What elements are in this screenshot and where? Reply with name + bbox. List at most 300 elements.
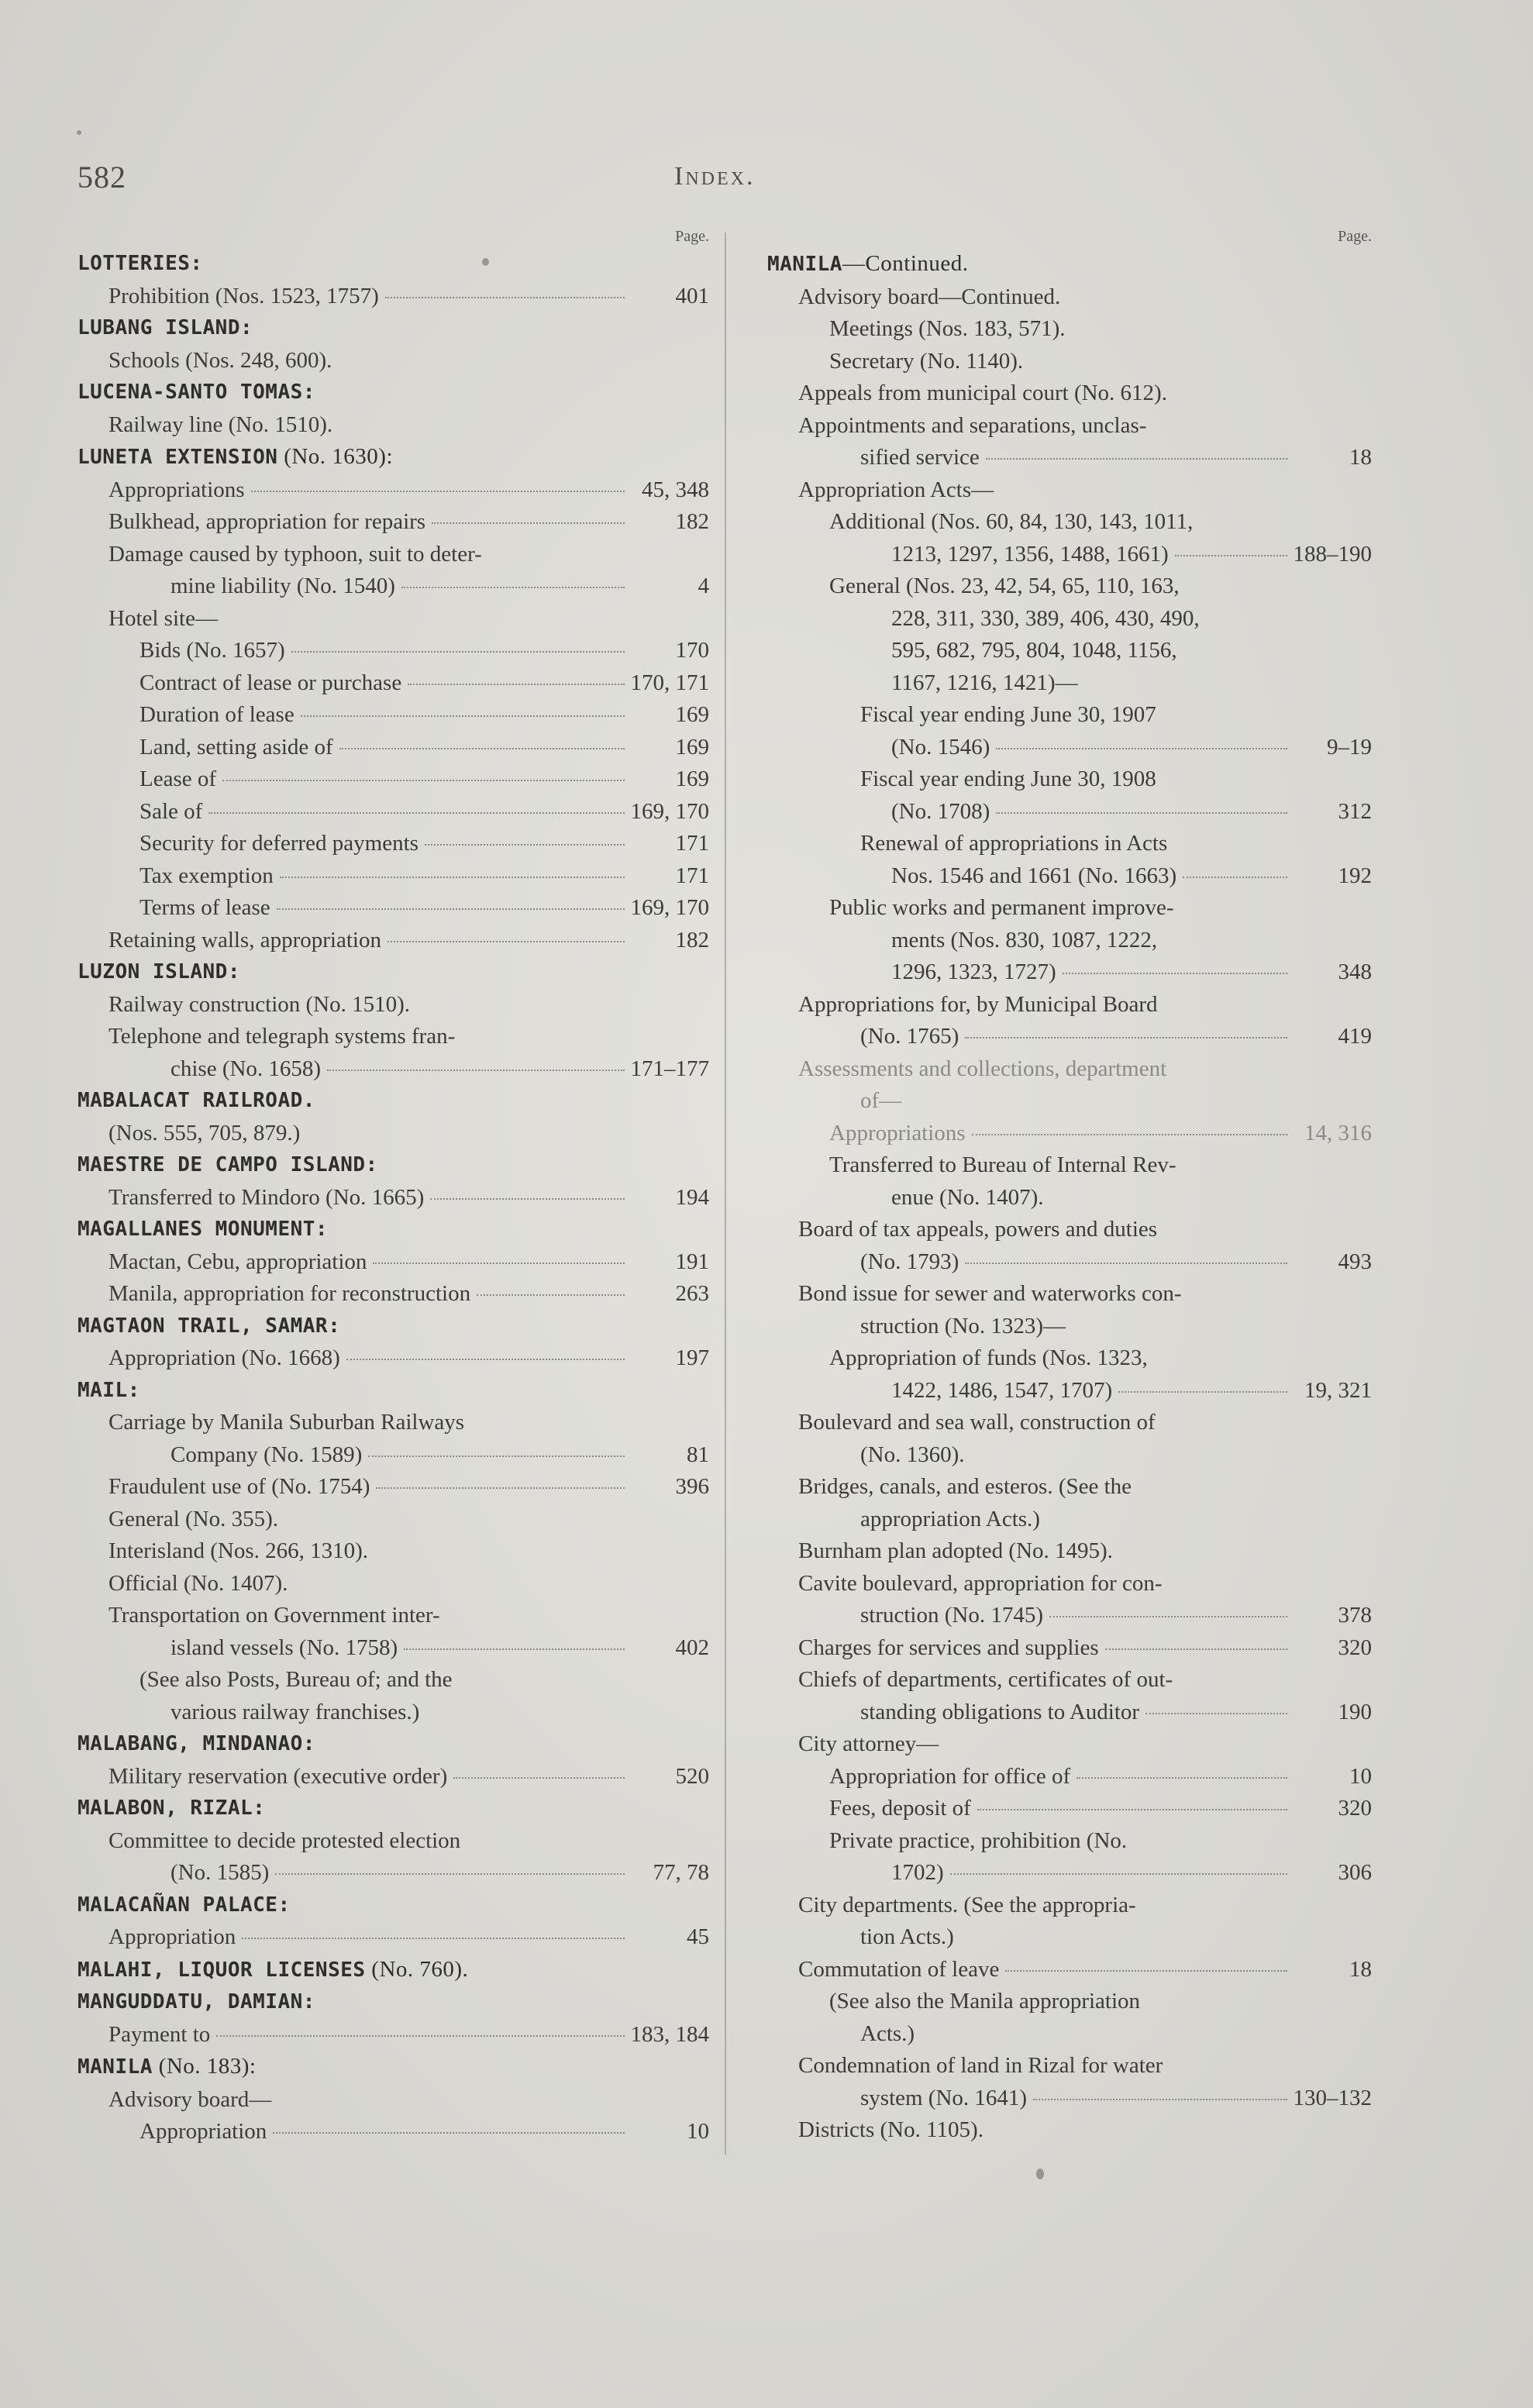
entry-text: Duration of lease — [140, 702, 295, 727]
entry-text: Appointments and separations, unclas- — [798, 412, 1147, 438]
index-entry — [78, 1921, 709, 1954]
index-entry — [767, 1921, 1372, 1954]
index-entry — [78, 2116, 709, 2148]
page-number: 582 — [78, 160, 126, 195]
index-entry — [767, 1246, 1372, 1279]
page-reference: 170 — [675, 638, 709, 663]
entry-text: LUBANG ISLAND: — [78, 316, 253, 339]
entry-text: Appropriations for, by Municipal Board — [798, 991, 1158, 1017]
entry-text: MALABON, RIZAL: — [78, 1797, 266, 1820]
entry-text: (No. 1360). — [860, 1442, 965, 1467]
entry-text: MABALACAT RAILROAD. — [78, 1089, 315, 1112]
index-heading — [78, 1890, 709, 1922]
entry-text: MALAHI, LIQUOR LICENSES — [78, 1958, 366, 1982]
entry-text: 1296, 1323, 1727) — [891, 959, 1056, 984]
entry-text: Acts.) — [860, 2020, 915, 2046]
index-entry — [78, 732, 709, 764]
index-entry — [78, 1471, 709, 1504]
entry-suffix: (No. 760). — [365, 1956, 469, 1982]
entry-text: MAIL: — [78, 1378, 140, 1402]
index-entry — [767, 2114, 1372, 2147]
index-entry — [767, 796, 1372, 829]
entry-text: appropriation Acts.) — [860, 1506, 1040, 1531]
entry-text: Lease of — [140, 766, 217, 791]
entry-text: island vessels (No. 1758) — [171, 1635, 398, 1660]
index-entry — [767, 1600, 1372, 1632]
entry-text: Damage caused by typhoon, suit to deter- — [109, 541, 482, 567]
leader-dots — [277, 908, 625, 910]
page-reference: 520 — [675, 1763, 709, 1789]
right-column — [767, 225, 1372, 2147]
page-reference: 419 — [1338, 1024, 1372, 1049]
entry-text: Hotel site— — [109, 605, 218, 631]
entry-text: Bridges, canals, and esteros. (See the — [798, 1474, 1132, 1499]
leader-dots — [208, 812, 625, 814]
index-entry — [767, 763, 1372, 796]
entry-text: Fiscal year ending June 30, 1907 — [860, 702, 1156, 727]
leader-dots — [1063, 973, 1287, 974]
index-entry — [767, 1793, 1372, 1825]
page-reference: 170, 171 — [630, 670, 709, 695]
leader-dots — [477, 1294, 625, 1296]
index-entry — [78, 1761, 709, 1793]
page-reference: 182 — [675, 927, 709, 953]
entry-text: 1422, 1486, 1547, 1707) — [891, 1377, 1113, 1403]
index-entry — [767, 925, 1372, 957]
entry-text: mine liability (No. 1540) — [171, 574, 395, 598]
leader-dots — [339, 748, 625, 749]
page-reference: 169 — [675, 702, 709, 727]
scan-speck — [77, 130, 81, 135]
entry-text: Assessments and collections, department — [798, 1056, 1167, 1081]
entry-text: Public works and permanent improve- — [829, 895, 1174, 920]
column-divider — [725, 233, 726, 2155]
entry-text: MANILA — [767, 253, 842, 276]
entry-text: Appropriation — [140, 2119, 267, 2144]
index-entry — [78, 1504, 709, 1536]
entry-text: of— — [860, 1088, 902, 1113]
leader-dots — [432, 522, 625, 524]
page-reference: 320 — [1338, 1635, 1372, 1660]
entry-text: 1213, 1297, 1356, 1488, 1661) — [891, 541, 1169, 567]
index-heading — [78, 2051, 709, 2084]
entry-text: Military reservation (executive order) — [109, 1763, 448, 1789]
entry-text: 228, 311, 330, 389, 406, 430, 490, — [891, 605, 1200, 631]
index-entry — [767, 1535, 1372, 1568]
index-entry — [767, 570, 1372, 603]
entry-text: Bond issue for sewer and waterworks con- — [798, 1281, 1182, 1306]
page-reference: 401 — [675, 283, 709, 308]
index-entry — [767, 1439, 1372, 1472]
index-entry — [767, 1182, 1372, 1214]
entry-text: MALABANG, MINDANAO: — [78, 1732, 315, 1755]
entry-text: Cavite boulevard, appropriation for con- — [798, 1570, 1163, 1596]
leader-dots — [996, 748, 1287, 749]
entry-text: Transferred to Mindoro (No. 1665) — [109, 1184, 425, 1210]
leader-dots — [280, 877, 625, 878]
page-reference: 171 — [675, 863, 709, 888]
page-reference: 18 — [1349, 445, 1372, 470]
index-entry — [767, 313, 1372, 346]
index-entry — [78, 699, 709, 732]
index-heading — [78, 1311, 709, 1343]
entry-text: MAGTAON TRAIL, SAMAR: — [78, 1314, 341, 1338]
leader-dots — [453, 1777, 625, 1779]
page-reference: 191 — [675, 1249, 709, 1274]
entry-text: Sale of — [140, 798, 203, 824]
index-entry — [78, 796, 709, 829]
index-entries-right — [767, 248, 1372, 2147]
index-entry — [78, 345, 709, 377]
index-entry — [767, 1504, 1372, 1536]
entry-text: Manila, appropriation for reconstruction — [109, 1281, 471, 1306]
leader-dots — [385, 297, 625, 298]
index-entry — [767, 1214, 1372, 1246]
entry-text: Carriage by Manila Suburban Railways — [109, 1410, 465, 1435]
leader-dots — [401, 587, 625, 588]
index-entry — [78, 474, 709, 507]
leader-dots — [327, 1070, 625, 1071]
index-entry — [767, 1149, 1372, 1182]
index-entry — [78, 1342, 709, 1375]
entry-text: General (Nos. 23, 42, 54, 65, 110, 163, — [829, 574, 1180, 598]
page-reference: 190 — [1338, 1699, 1372, 1724]
leader-dots — [242, 1938, 625, 1939]
index-entry — [767, 699, 1372, 732]
index-entry — [767, 1825, 1372, 1858]
index-entry — [767, 956, 1372, 989]
page-column-label: Page. — [675, 228, 709, 245]
page-reference: 320 — [1338, 1796, 1372, 1821]
entry-text: Schools (Nos. 248, 600). — [109, 347, 332, 373]
leader-dots — [216, 2035, 625, 2037]
index-entry — [78, 506, 709, 539]
index-entry — [767, 1471, 1372, 1504]
leader-dots — [1175, 555, 1287, 556]
index-entry — [78, 892, 709, 925]
index-entry — [767, 346, 1372, 378]
index-entry — [78, 539, 709, 571]
index-entry — [78, 925, 709, 957]
entry-text: (No. 1708) — [891, 798, 990, 824]
index-entry — [78, 1697, 709, 1729]
leader-dots — [388, 941, 625, 942]
page-reference: 183, 184 — [630, 2021, 709, 2047]
entry-text: Commutation of leave — [798, 1956, 1000, 1982]
entry-text: Secretary (No. 1140). — [829, 348, 1024, 374]
page-reference: 192 — [1338, 863, 1372, 888]
entry-text: Districts (No. 1105). — [798, 2117, 984, 2142]
index-heading — [78, 1149, 709, 1182]
index-entry — [767, 410, 1372, 443]
leader-dots — [977, 1809, 1287, 1810]
entry-text: Bulkhead, appropriation for repairs — [109, 509, 426, 534]
index-entries-left — [78, 248, 709, 2148]
entry-text: LUNETA EXTENSION — [78, 446, 278, 469]
index-entry — [767, 603, 1372, 636]
page-reference: 197 — [675, 1345, 709, 1370]
leader-dots — [404, 1648, 625, 1650]
entry-text: Transferred to Bureau of Internal Rev- — [829, 1152, 1176, 1177]
page-reference: 188–190 — [1293, 541, 1372, 567]
index-entry — [78, 1568, 709, 1600]
index-entry — [78, 603, 709, 636]
entry-text: Fees, deposit of — [829, 1796, 971, 1821]
entry-text: Contract of lease or purchase — [140, 670, 402, 695]
index-entry — [78, 1439, 709, 1472]
entry-text: Official (No. 1407). — [109, 1570, 288, 1596]
index-entry — [767, 1568, 1372, 1600]
page-reference: 194 — [675, 1184, 709, 1210]
entry-text: Railway line (No. 1510). — [109, 412, 333, 437]
index-entry — [767, 281, 1372, 314]
entry-text: (See also Posts, Bureau of; and the — [140, 1667, 453, 1692]
index-heading — [78, 1793, 709, 1825]
entry-text: General (No. 355). — [109, 1506, 279, 1531]
entry-text: Bids (No. 1657) — [140, 638, 285, 663]
page-reference: 4 — [698, 574, 709, 598]
index-entry — [767, 1118, 1372, 1150]
index-entry — [767, 1375, 1372, 1407]
entry-text: (No. 1546) — [891, 734, 990, 760]
entry-text: MAGALLANES MONUMENT: — [78, 1218, 329, 1241]
index-entry — [78, 1632, 709, 1665]
index-entry — [78, 635, 709, 667]
index-entry — [767, 1342, 1372, 1375]
leader-dots — [425, 844, 625, 846]
entry-text: Board of tax appeals, powers and duties — [798, 1217, 1158, 1242]
index-heading — [78, 377, 709, 409]
index-entry — [767, 1857, 1372, 1890]
entry-text: Appropriation for office of — [829, 1763, 1071, 1789]
entry-text: Telephone and telegraph systems fran- — [109, 1024, 456, 1049]
index-heading — [78, 312, 709, 345]
page-reference: 19, 321 — [1304, 1377, 1372, 1403]
entry-text: Appropriation of funds (Nos. 1323, — [829, 1345, 1148, 1370]
index-entry — [767, 732, 1372, 764]
index-entry — [767, 635, 1372, 667]
leader-dots — [950, 1873, 1287, 1875]
page-header — [78, 159, 1455, 198]
index-entry — [78, 1407, 709, 1439]
entry-text: (No. 1793) — [860, 1249, 959, 1274]
index-entry — [767, 1664, 1372, 1697]
entry-text: struction (No. 1745) — [860, 1603, 1043, 1628]
entry-text: Interisland (Nos. 266, 1310). — [109, 1538, 369, 1563]
leader-dots — [1077, 1777, 1287, 1779]
index-entry — [767, 1728, 1372, 1761]
index-entry — [767, 828, 1372, 860]
entry-text: MAESTRE DE CAMPO ISLAND: — [78, 1153, 378, 1176]
entry-text: (No. 1765) — [860, 1024, 959, 1049]
leader-dots — [1145, 1713, 1287, 1714]
index-entry — [767, 2050, 1372, 2082]
index-heading — [78, 441, 709, 474]
leader-dots — [301, 715, 625, 717]
entry-text: ments (Nos. 830, 1087, 1222, — [891, 927, 1158, 953]
page-reference: 396 — [675, 1474, 709, 1499]
left-column — [78, 225, 709, 2148]
page-reference: 171–177 — [630, 1056, 709, 1081]
entry-suffix: —Continued. — [842, 251, 969, 276]
entry-text: City departments. (See the appropria- — [798, 1892, 1136, 1917]
entry-text: Charges for services and supplies — [798, 1635, 1099, 1660]
entry-text: Tax exemption — [140, 863, 274, 888]
index-entry — [78, 1118, 709, 1150]
entry-suffix: (No. 183): — [152, 2054, 257, 2079]
leader-dots — [368, 1455, 625, 1457]
index-heading — [78, 956, 709, 989]
page-reference: 312 — [1338, 798, 1372, 824]
leader-dots — [222, 780, 625, 781]
index-entry — [767, 506, 1372, 539]
index-entry — [78, 409, 709, 442]
entry-text: Payment to — [109, 2021, 211, 2047]
entry-text: Committee to decide protested election — [109, 1828, 461, 1853]
leader-dots — [376, 1487, 625, 1489]
leader-dots — [1118, 1391, 1287, 1393]
running-head: Index. — [674, 162, 756, 191]
entry-text: Fiscal year ending June 30, 1908 — [860, 766, 1156, 791]
leader-dots — [1049, 1616, 1287, 1617]
index-entry — [767, 474, 1372, 507]
leader-dots — [1105, 1648, 1287, 1650]
scan-speck — [482, 258, 489, 266]
leader-dots — [965, 1037, 1287, 1039]
entry-text: LUZON ISLAND: — [78, 960, 240, 984]
leader-dots — [430, 1198, 625, 1200]
entry-text: Fraudulent use of (No. 1754) — [109, 1474, 370, 1499]
index-entry — [78, 1278, 709, 1311]
entry-text: various railway franchises.) — [171, 1699, 420, 1724]
index-entry — [78, 989, 709, 1021]
entry-text: Land, setting aside of — [140, 734, 333, 760]
index-entry — [78, 1825, 709, 1858]
entry-text: Private practice, prohibition (No. — [829, 1828, 1128, 1853]
index-entry — [78, 2084, 709, 2117]
entry-text: LUCENA-SANTO TOMAS: — [78, 381, 315, 404]
entry-text: tion Acts.) — [860, 1924, 954, 1949]
leader-dots — [275, 1873, 625, 1875]
page-reference: 130–132 — [1293, 2085, 1372, 2110]
leader-dots — [996, 812, 1287, 814]
leader-dots — [346, 1359, 625, 1360]
index-entry — [78, 1053, 709, 1086]
entry-text: 1167, 1216, 1421)— — [891, 670, 1078, 695]
entry-text: LOTTERIES: — [78, 252, 203, 275]
index-entry — [78, 667, 709, 700]
entry-text: Nos. 1546 and 1661 (No. 1663) — [891, 863, 1177, 888]
index-entry — [767, 1761, 1372, 1793]
index-entry — [78, 570, 709, 603]
entry-text: Meetings (Nos. 183, 571). — [829, 316, 1066, 341]
entry-text: Renewal of appropriations in Acts — [860, 831, 1168, 856]
entry-text: Chiefs of departments, certificates of out- — [798, 1667, 1173, 1692]
index-heading — [78, 1375, 709, 1407]
index-entry — [767, 1085, 1372, 1118]
entry-text: Retaining walls, appropriation — [109, 927, 381, 953]
page-reference: 45 — [687, 1924, 709, 1949]
entry-text: Appeals from municipal court (No. 612). — [798, 381, 1167, 405]
leader-dots — [251, 491, 625, 492]
index-entry — [767, 1697, 1372, 1729]
entry-text: Security for deferred payments — [140, 831, 419, 856]
page-reference: 169 — [675, 766, 709, 791]
index-entry — [767, 1278, 1372, 1311]
index-entry — [78, 1664, 709, 1697]
index-entry — [767, 892, 1372, 925]
index-entry — [767, 667, 1372, 700]
entry-text: Mactan, Cebu, appropriation — [109, 1249, 367, 1274]
page-reference: 10 — [687, 2119, 709, 2144]
entry-text: standing obligations to Auditor — [860, 1699, 1140, 1724]
page-reference: 306 — [1338, 1860, 1372, 1885]
leader-dots — [972, 1134, 1287, 1135]
index-entry — [767, 2018, 1372, 2051]
entry-text: Burnham plan adopted (No. 1495). — [798, 1538, 1113, 1563]
page-reference: 182 — [675, 509, 709, 534]
page-reference: 18 — [1349, 1956, 1372, 1982]
entry-text: 595, 682, 795, 804, 1048, 1156, — [891, 638, 1177, 663]
index-entry — [767, 989, 1372, 1021]
index-entry — [78, 1246, 709, 1279]
index-entry — [78, 828, 709, 860]
entry-text: Appropriation — [109, 1924, 236, 1949]
index-entry — [767, 1890, 1372, 1922]
page-reference: 171 — [675, 831, 709, 856]
index-entry — [767, 1632, 1372, 1665]
index-heading — [767, 248, 1372, 281]
page-reference: 169, 170 — [630, 895, 709, 920]
page-reference: 14, 316 — [1304, 1120, 1372, 1145]
entry-text: sified service — [860, 445, 980, 470]
index-entry — [767, 1986, 1372, 2018]
index-entry — [78, 281, 709, 313]
entry-text: system (No. 1641) — [860, 2085, 1028, 2110]
entry-text: Condemnation of land in Rizal for water — [798, 2053, 1163, 2078]
page-reference: 81 — [687, 1442, 709, 1467]
entry-text: struction (No. 1323)— — [860, 1313, 1066, 1338]
page-reference: 348 — [1338, 959, 1372, 984]
index-entry — [767, 377, 1372, 410]
leader-dots — [1183, 877, 1287, 878]
entry-text: Company (No. 1589) — [171, 1442, 363, 1467]
leader-dots — [291, 651, 625, 653]
index-entry — [78, 860, 709, 893]
entry-text: Terms of lease — [140, 895, 270, 920]
page-reference: 169 — [675, 734, 709, 760]
leader-dots — [273, 2132, 625, 2134]
index-entry — [767, 442, 1372, 474]
page-reference: 77, 78 — [653, 1860, 709, 1885]
index-entry — [767, 1311, 1372, 1343]
leader-dots — [986, 458, 1287, 460]
index-entry — [767, 1954, 1372, 1986]
entry-text: Advisory board— — [109, 2086, 272, 2112]
page-reference: 9–19 — [1327, 734, 1372, 760]
page-column-label: Page. — [1338, 228, 1372, 245]
entry-text: Advisory board—Continued. — [798, 284, 1061, 309]
index-heading — [78, 1214, 709, 1246]
index-entry — [78, 2019, 709, 2051]
entry-text: (See also the Manila appropriation — [829, 1989, 1141, 2014]
index-entry — [78, 763, 709, 796]
page-reference: 263 — [675, 1281, 709, 1306]
index-entry — [767, 1053, 1372, 1086]
entry-text: MANILA — [78, 2055, 153, 2079]
entry-suffix: (No. 1630): — [277, 444, 394, 469]
entry-text: Additional (Nos. 60, 84, 130, 143, 1011, — [829, 509, 1194, 534]
